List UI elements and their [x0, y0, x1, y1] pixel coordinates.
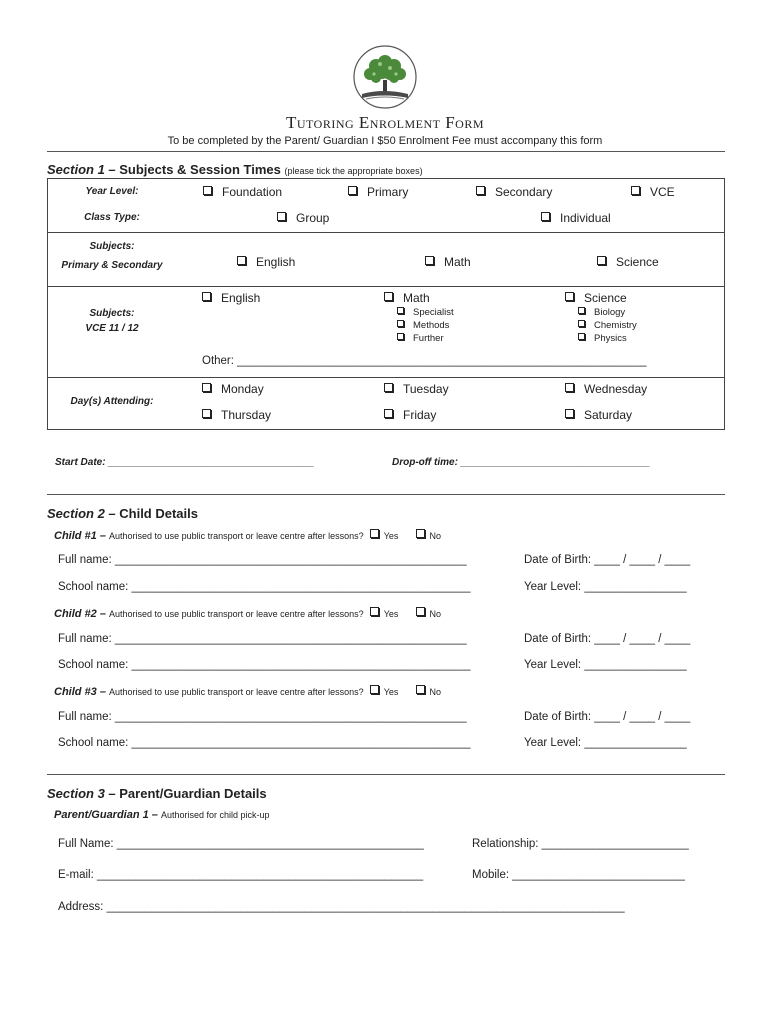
- child-1-school-field[interactable]: School name: _____________________________________________________: [58, 581, 471, 593]
- checkbox[interactable]: [578, 307, 585, 314]
- option-foundation[interactable]: Foundation: [203, 185, 282, 199]
- child-2-header: Child #2 – Authorised to use public transport or leave centre after lessons? Yes No: [54, 608, 442, 620]
- section3-title: Section 3 – Parent/Guardian Details: [47, 786, 267, 801]
- child-2-school-field[interactable]: School name: _____________________________________________________: [58, 659, 471, 671]
- checkbox[interactable]: [565, 383, 574, 392]
- form-subtitle: To be completed by the Parent/ Guardian I $50 Enrolment Fee must accompany this form: [167, 135, 603, 147]
- option-saturday[interactable]: Saturday: [565, 408, 632, 422]
- dropoff-time-field[interactable]: Drop-off time: __________________________________: [392, 457, 650, 468]
- checkbox[interactable]: [202, 409, 211, 418]
- option-further[interactable]: Further: [397, 333, 444, 344]
- subjects-primary-label-1: Subjects:: [89, 241, 135, 252]
- option-chemistry[interactable]: Chemistry: [578, 320, 637, 331]
- child-2-dob-field[interactable]: Date of Birth: ____ / ____ / ____: [524, 633, 691, 645]
- guardian-address-field[interactable]: Address: _________________________________________________________________________________: [58, 901, 625, 913]
- checkbox[interactable]: [370, 607, 379, 616]
- guardian-1-header: Parent/Guardian 1 – Authorised for child pick-up: [54, 809, 270, 821]
- checkbox[interactable]: [476, 186, 485, 195]
- checkbox[interactable]: [565, 409, 574, 418]
- child-3-school-field[interactable]: School name: _____________________________________________________: [58, 737, 471, 749]
- option-specialist[interactable]: Specialist: [397, 307, 454, 318]
- divider: [47, 151, 725, 152]
- section1-note: (please tick the appropriate boxes): [284, 166, 423, 176]
- checkbox[interactable]: [565, 292, 574, 301]
- option-tuesday[interactable]: Tuesday: [384, 382, 449, 396]
- checkbox[interactable]: [203, 186, 212, 195]
- subjects-primary-label-2: Primary & Secondary: [61, 260, 163, 271]
- checkbox[interactable]: [397, 333, 404, 340]
- child-3-year-level-field[interactable]: Year Level: ________________: [524, 737, 687, 749]
- checkbox[interactable]: [202, 383, 211, 392]
- checkbox[interactable]: [384, 409, 393, 418]
- child-1-header: Child #1 – Authorised to use public transport or leave centre after lessons? Yes No: [54, 530, 442, 542]
- checkbox[interactable]: [416, 685, 425, 694]
- subjects-vce-label-1: Subjects:: [89, 308, 135, 319]
- checkbox[interactable]: [277, 212, 286, 221]
- child-1-dob-field[interactable]: Date of Birth: ____ / ____ / ____: [524, 554, 691, 566]
- child-3-dob-field[interactable]: Date of Birth: ____ / ____ / ____: [524, 711, 691, 723]
- guardian-email-field[interactable]: E-mail: ___________________________________________________: [58, 869, 424, 881]
- checkbox[interactable]: [597, 256, 606, 265]
- year-level-label: Year Level:: [85, 186, 139, 197]
- option-physics[interactable]: Physics: [578, 333, 627, 344]
- tree-logo-icon: [352, 44, 418, 110]
- child-2-full-name-field[interactable]: Full name: _______________________________________________________: [58, 633, 467, 645]
- section1-title: Section 1 – Subjects & Session Times (please tick the appropriate boxes): [47, 162, 423, 177]
- divider: [47, 494, 725, 495]
- option-vce[interactable]: VCE: [631, 185, 675, 199]
- divider: [47, 774, 725, 775]
- row-divider: [47, 286, 725, 287]
- checkbox[interactable]: [202, 292, 211, 301]
- checkbox[interactable]: [541, 212, 550, 221]
- checkbox[interactable]: [425, 256, 434, 265]
- option-biology[interactable]: Biology: [578, 307, 625, 318]
- option-individual[interactable]: Individual: [541, 211, 611, 225]
- option-thursday[interactable]: Thursday: [202, 408, 271, 422]
- option-primary[interactable]: Primary: [348, 185, 408, 199]
- checkbox[interactable]: [631, 186, 640, 195]
- option-math-vce[interactable]: Math: [384, 291, 430, 305]
- checkbox[interactable]: [397, 320, 404, 327]
- option-monday[interactable]: Monday: [202, 382, 264, 396]
- start-date-field[interactable]: Start Date: _____________________________________: [55, 457, 315, 468]
- child-1-full-name-field[interactable]: Full name: _______________________________________________________: [58, 554, 467, 566]
- child-3-full-name-field[interactable]: Full name: _______________________________________________________: [58, 711, 467, 723]
- option-english-vce[interactable]: English: [202, 291, 260, 305]
- checkbox[interactable]: [578, 320, 585, 327]
- guardian-mobile-field[interactable]: Mobile: ___________________________: [472, 869, 685, 881]
- section2-title: Section 2 – Child Details: [47, 506, 198, 521]
- child-1-year-level-field[interactable]: Year Level: ________________: [524, 581, 687, 593]
- row-divider: [47, 377, 725, 378]
- child-3-header: Child #3 – Authorised to use public transport or leave centre after lessons? Yes No: [54, 686, 442, 698]
- checkbox[interactable]: [416, 607, 425, 616]
- option-secondary[interactable]: Secondary: [476, 185, 552, 199]
- checkbox[interactable]: [397, 307, 404, 314]
- option-science-vce[interactable]: Science: [565, 291, 627, 305]
- checkbox[interactable]: [578, 333, 585, 340]
- option-group[interactable]: Group: [277, 211, 329, 225]
- days-label: Day(s) Attending:: [70, 396, 154, 407]
- checkbox[interactable]: [348, 186, 357, 195]
- subjects-vce-label-2: VCE 11 / 12: [85, 323, 139, 334]
- row-divider: [47, 232, 725, 233]
- option-science-primary[interactable]: Science: [597, 255, 659, 269]
- option-friday[interactable]: Friday: [384, 408, 436, 422]
- checkbox[interactable]: [384, 383, 393, 392]
- checkbox[interactable]: [384, 292, 393, 301]
- other-subject-field[interactable]: Other: ________________________________________________________________: [202, 355, 647, 367]
- checkbox[interactable]: [370, 529, 379, 538]
- checkbox[interactable]: [237, 256, 246, 265]
- option-methods[interactable]: Methods: [397, 320, 449, 331]
- form-title: Tutoring Enrolment Form: [285, 113, 484, 132]
- class-type-label: Class Type:: [84, 212, 140, 223]
- guardian-relationship-field[interactable]: Relationship: _______________________: [472, 838, 689, 850]
- option-wednesday[interactable]: Wednesday: [565, 382, 647, 396]
- checkbox[interactable]: [416, 529, 425, 538]
- checkbox[interactable]: [370, 685, 379, 694]
- option-math-primary[interactable]: Math: [425, 255, 471, 269]
- child-2-year-level-field[interactable]: Year Level: ________________: [524, 659, 687, 671]
- option-english-primary[interactable]: English: [237, 255, 295, 269]
- guardian-full-name-field[interactable]: Full Name: ________________________________________________: [58, 838, 424, 850]
